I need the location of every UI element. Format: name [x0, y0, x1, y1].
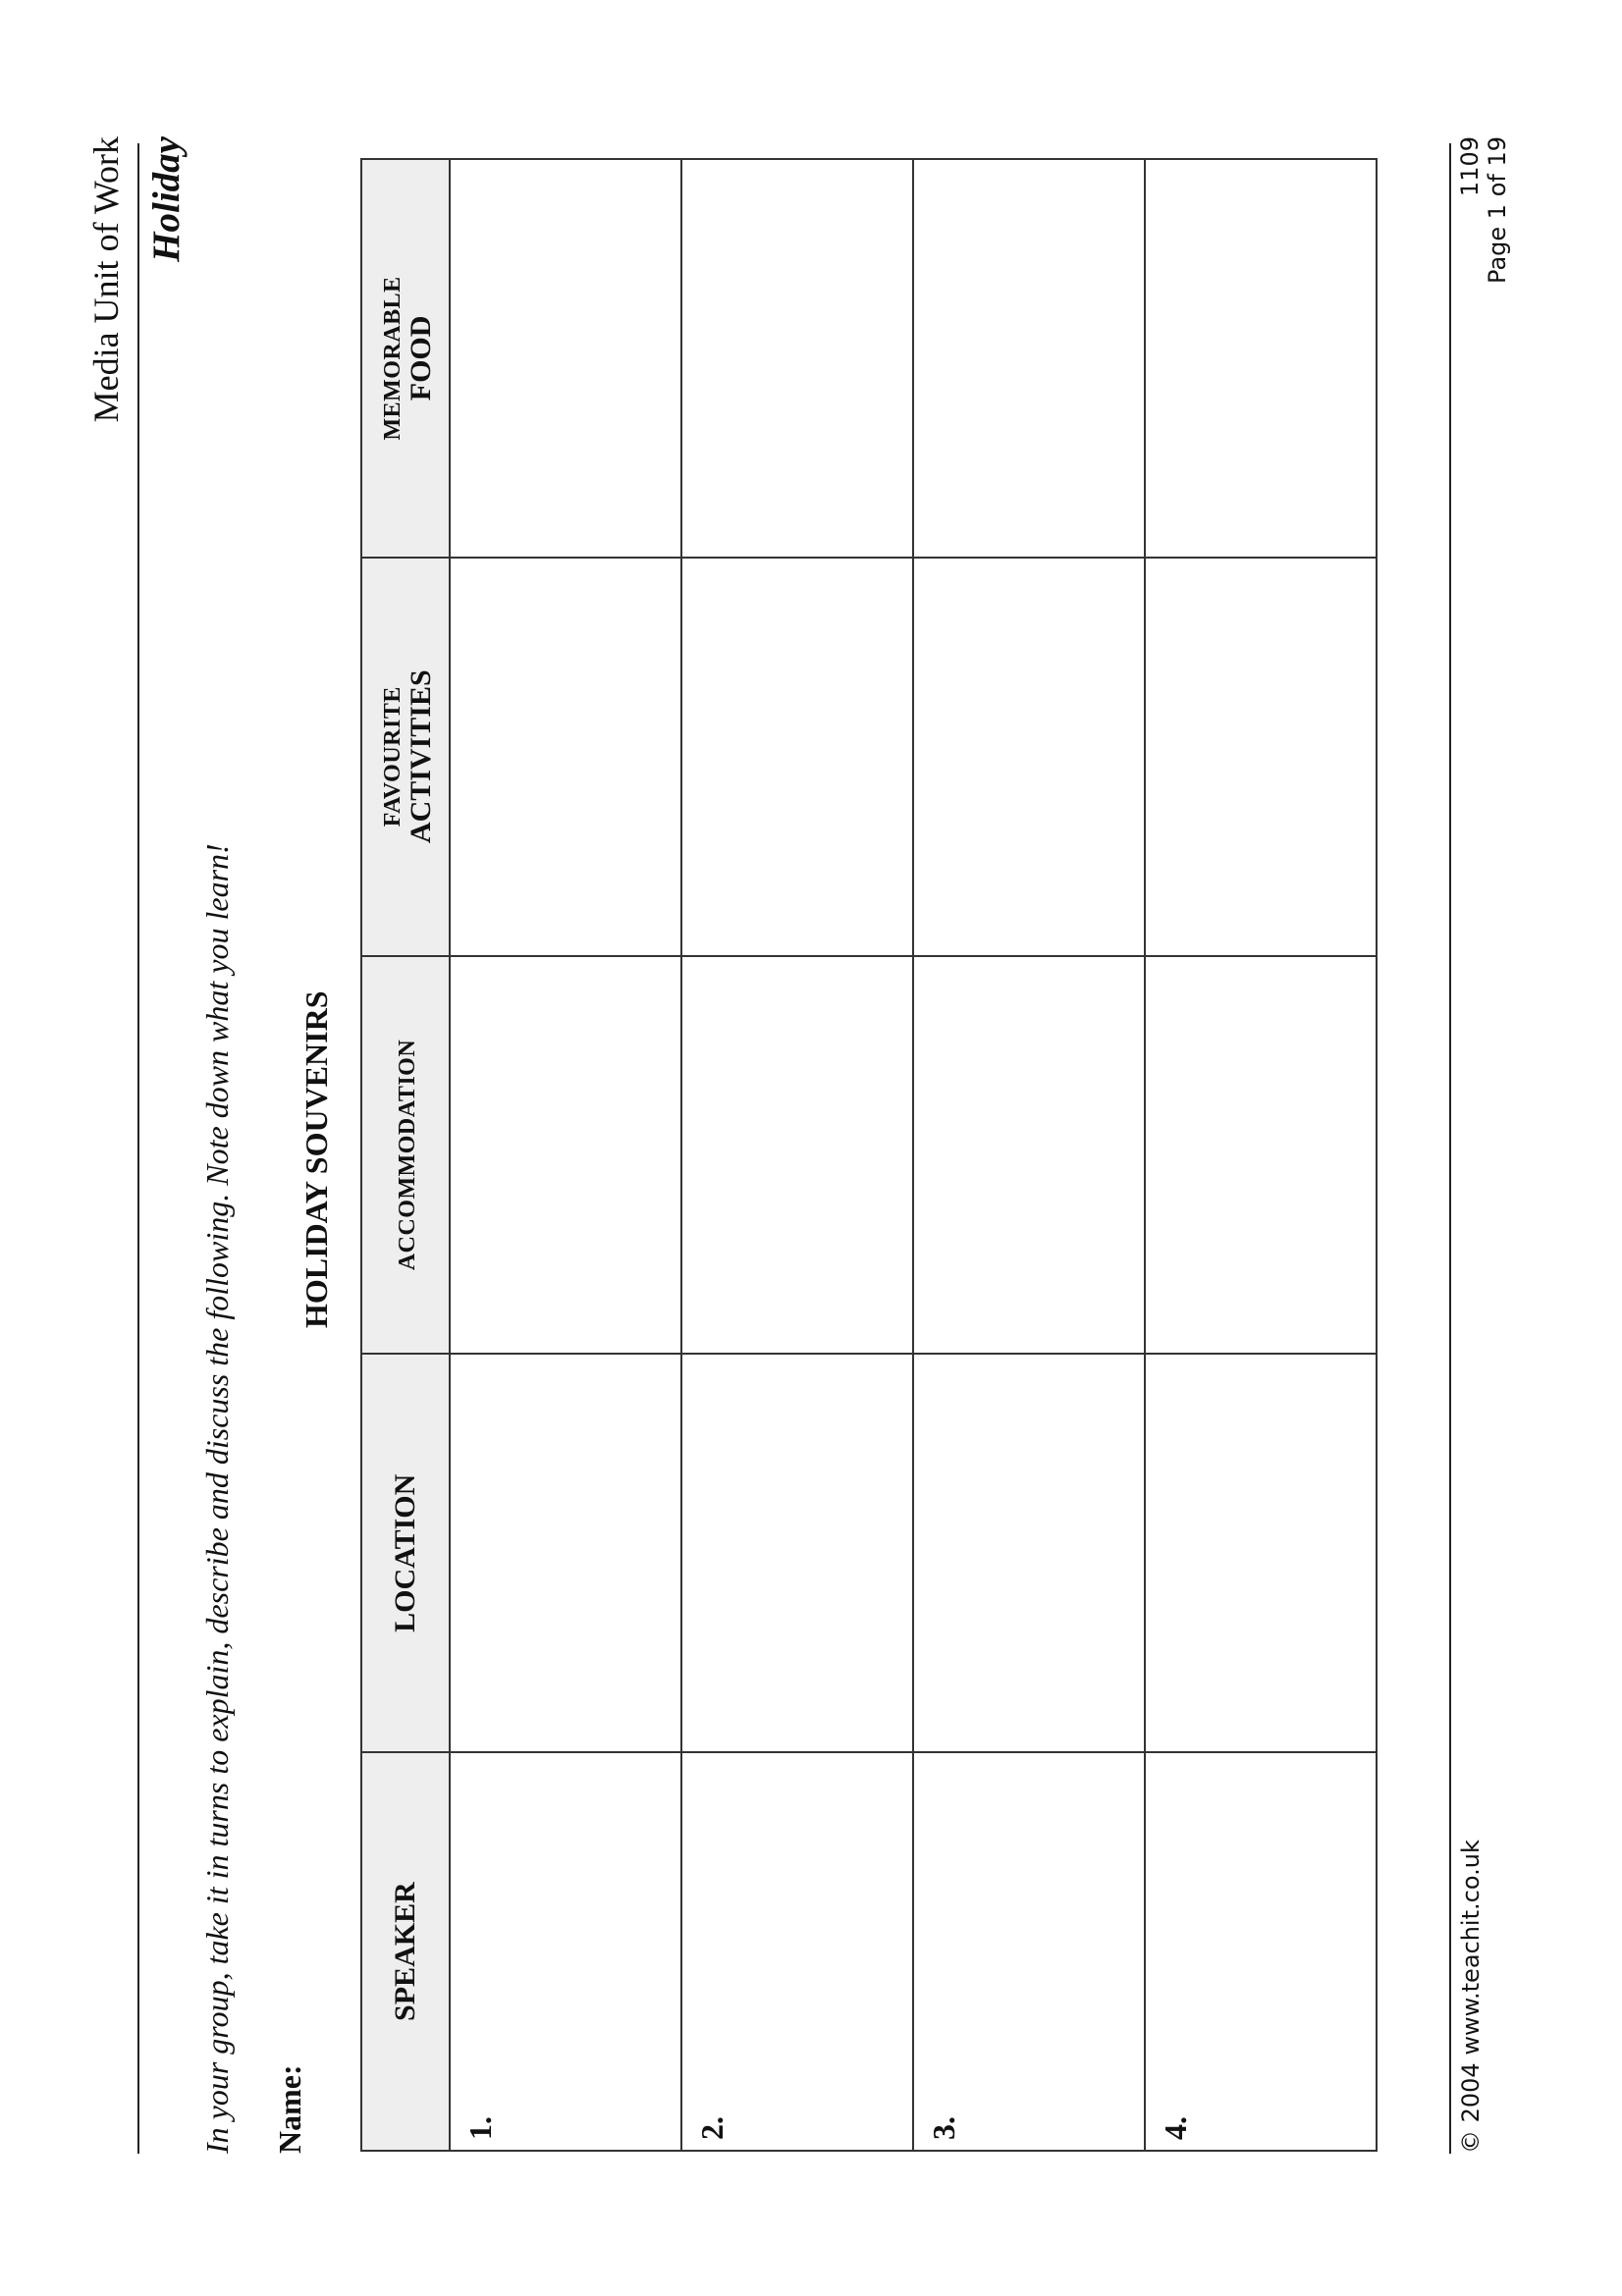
column-header-text: MEMORABLE — [379, 276, 406, 441]
row-number: 4. — [1158, 2116, 1193, 2140]
accommodation-cell[interactable] — [913, 956, 1145, 1355]
souvenirs-table — [360, 158, 1378, 2152]
food-cell[interactable] — [913, 159, 1145, 558]
activities-cell[interactable] — [681, 558, 913, 956]
column-header-text: ACTIVITIES — [405, 669, 437, 844]
speaker-cell[interactable] — [450, 1752, 681, 2151]
location-cell[interactable] — [450, 1354, 681, 1752]
header-title: Media Unit of Work — [86, 136, 126, 423]
speaker-cell[interactable] — [681, 1752, 913, 2151]
column-header-text: ACCOMMODATION — [395, 1039, 421, 1271]
speaker-cell[interactable] — [1145, 1752, 1377, 2151]
instructions-text: In your group, take it in turns to explain, describe and discuss the following. Note down what you learn! — [199, 843, 235, 2154]
column-header-food — [361, 159, 450, 558]
column-header-text: LOCATION — [389, 1473, 422, 1632]
activities-cell[interactable] — [1145, 558, 1377, 956]
table-row — [1145, 159, 1377, 2151]
speaker-cell[interactable] — [913, 1752, 1145, 2151]
location-cell[interactable] — [913, 1354, 1145, 1752]
table-row — [450, 159, 681, 2151]
column-header-accommodation — [361, 956, 450, 1355]
header-divider — [137, 143, 139, 2154]
activities-cell[interactable] — [913, 558, 1145, 956]
column-header-text: FOOD — [405, 315, 437, 401]
footer-page-info — [1457, 136, 1511, 284]
column-header-activities — [361, 558, 450, 956]
table-row — [681, 159, 913, 2151]
row-number: 3. — [926, 2116, 961, 2140]
table-row — [913, 159, 1145, 2151]
accommodation-cell[interactable] — [450, 956, 681, 1355]
footer-copyright: © 2004 www.teachit.co.uk — [1457, 1840, 1485, 2154]
food-cell[interactable] — [681, 159, 913, 558]
food-cell[interactable] — [450, 159, 681, 558]
footer-code: 1109 — [1456, 136, 1484, 197]
footer-page-number: Page 1 of 19 — [1483, 136, 1511, 284]
location-cell[interactable] — [1145, 1354, 1377, 1752]
activities-cell[interactable] — [450, 558, 681, 956]
accommodation-cell[interactable] — [1145, 956, 1377, 1355]
accommodation-cell[interactable] — [681, 956, 913, 1355]
name-label: Name: — [272, 2064, 307, 2154]
row-number: 1. — [462, 2116, 498, 2140]
row-number: 2. — [694, 2116, 730, 2140]
column-header-location — [361, 1354, 450, 1752]
column-header-text: SPEAKER — [389, 1882, 422, 2021]
food-cell[interactable] — [1145, 159, 1377, 558]
column-header-text: FAVOURITE — [379, 686, 406, 828]
table-header-row — [361, 159, 450, 2151]
header-subtitle: Holiday — [145, 136, 188, 262]
location-cell[interactable] — [681, 1354, 913, 1752]
footer-divider — [1449, 143, 1451, 2154]
column-header-speaker — [361, 1752, 450, 2151]
sheet-title: HOLIDAY SOUVENIRS — [298, 990, 334, 1328]
